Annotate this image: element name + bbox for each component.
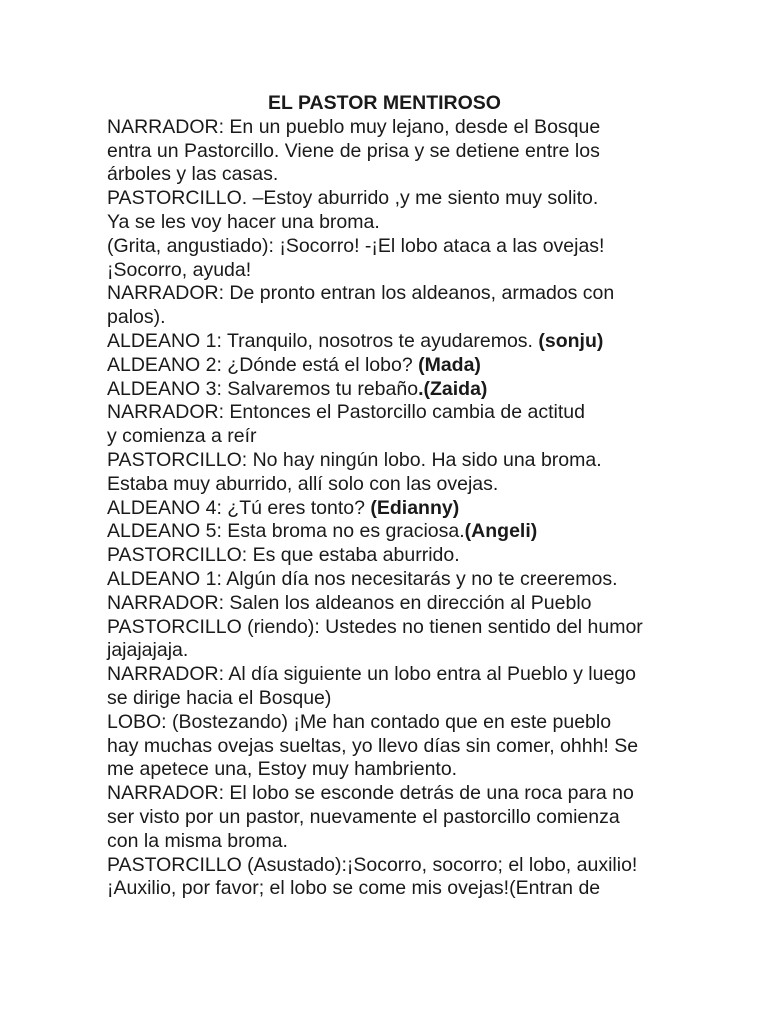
text-line	[107, 711, 687, 735]
line-text: con la misma broma.	[107, 829, 288, 852]
text-line	[107, 330, 687, 354]
line-text: PASTORCILLO (Asustado):¡Socorro, socorro; el lobo, auxilio!	[107, 853, 638, 876]
line-text: ALDEANO 1: Tranquilo, nosotros te ayudaremos.	[107, 329, 539, 352]
line-text: árboles y las casas.	[107, 163, 279, 186]
line-text: NARRADOR: Salen los aldeanos en dirección al Pueblo	[107, 591, 592, 614]
line-text: jajajajaja.	[107, 639, 189, 662]
line-text: PASTORCILLO (riendo): Ustedes no tienen sentido del humor	[107, 615, 643, 638]
text-line	[107, 663, 687, 687]
line-text: ¡Socorro, ayuda!	[107, 258, 252, 281]
text-line	[107, 830, 687, 854]
line-text: me apetece una, Estoy muy hambriento.	[107, 758, 458, 781]
speaker-name: (Mada)	[418, 353, 481, 376]
text-line	[107, 163, 687, 187]
text-line	[107, 235, 687, 259]
text-line	[107, 592, 687, 616]
text-line	[107, 854, 687, 878]
text-line	[107, 187, 687, 211]
line-text: NARRADOR: Al día siguiente un lobo entra al Pueblo y luego	[107, 663, 636, 686]
text-line	[107, 568, 687, 592]
text-line	[107, 806, 687, 830]
line-text: PASTORCILLO: Es que estaba aburrido.	[107, 544, 460, 567]
text-line	[107, 520, 687, 544]
text-line	[107, 758, 687, 782]
speaker-name: (sonju)	[538, 329, 604, 352]
line-text: NARRADOR: En un pueblo muy lejano, desde el Bosque	[107, 115, 601, 138]
line-text: ALDEANO 1: Algún día nos necesitarás y no te creeremos.	[107, 567, 618, 590]
line-text: Estaba muy aburrido, allí solo con las ovejas.	[107, 472, 499, 495]
text-line	[107, 877, 687, 901]
line-text: (Grita, angustiado): ¡Socorro! -¡El lobo ataca a las ovejas!	[107, 234, 605, 257]
text-line	[107, 687, 687, 711]
text-line	[107, 544, 687, 568]
line-text: se dirige hacia el Bosque)	[107, 686, 332, 709]
line-text: ser visto por un pastor, nuevamente el pastorcillo comienza	[107, 805, 620, 828]
line-text: NARRADOR: Entonces el Pastorcillo cambia de actitud	[107, 401, 585, 424]
text-line	[107, 473, 687, 497]
text-line	[107, 425, 687, 449]
line-text: entra un Pastorcillo. Viene de prisa y se detiene entre los	[107, 139, 600, 162]
text-line	[107, 616, 687, 640]
text-line	[107, 735, 687, 759]
document-title: EL PASTOR MENTIROSO	[268, 92, 501, 114]
line-text: ALDEANO 4: ¿Tú eres tonto?	[107, 496, 371, 519]
text-line	[107, 282, 687, 306]
speaker-name: .(Zaida)	[418, 377, 488, 400]
speaker-name: (Angeli)	[464, 520, 538, 543]
text-line	[107, 354, 687, 378]
line-text: palos).	[107, 306, 166, 329]
text-line	[107, 449, 687, 473]
text-line	[107, 140, 687, 164]
text-line	[107, 259, 687, 283]
text-line	[107, 211, 687, 235]
document-body	[107, 116, 687, 901]
line-text: NARRADOR: De pronto entran los aldeanos, armados con	[107, 282, 615, 305]
line-text: hay muchas ovejas sueltas, yo llevo días sin comer, ohhh! Se	[107, 734, 639, 757]
line-text: NARRADOR: El lobo se esconde detrás de una roca para no	[107, 782, 634, 805]
line-text: ALDEANO 5: Esta broma no es graciosa.	[107, 520, 465, 543]
text-line	[107, 306, 687, 330]
text-line	[107, 116, 687, 140]
line-text: y comienza a reír	[107, 425, 257, 448]
line-text: PASTORCILLO: No hay ningún lobo. Ha sido una broma.	[107, 448, 602, 471]
text-line	[107, 378, 687, 402]
line-text: LOBO: (Bostezando) ¡Me han contado que en este pueblo	[107, 710, 612, 733]
text-line	[107, 401, 687, 425]
line-text: ALDEANO 2: ¿Dónde está el lobo?	[107, 353, 419, 376]
text-line	[107, 497, 687, 521]
text-line	[107, 639, 687, 663]
line-text: PASTORCILLO. –Estoy aburrido ,y me siento muy solito.	[107, 187, 599, 210]
document-page	[107, 92, 687, 901]
line-text: ¡Auxilio, por favor; el lobo se come mis ovejas!(Entran de	[107, 877, 601, 900]
speaker-name: (Edianny)	[370, 496, 460, 519]
line-text: Ya se les voy hacer una broma.	[107, 210, 380, 233]
line-text: ALDEANO 3: Salvaremos tu rebaño	[107, 377, 419, 400]
text-line	[107, 782, 687, 806]
